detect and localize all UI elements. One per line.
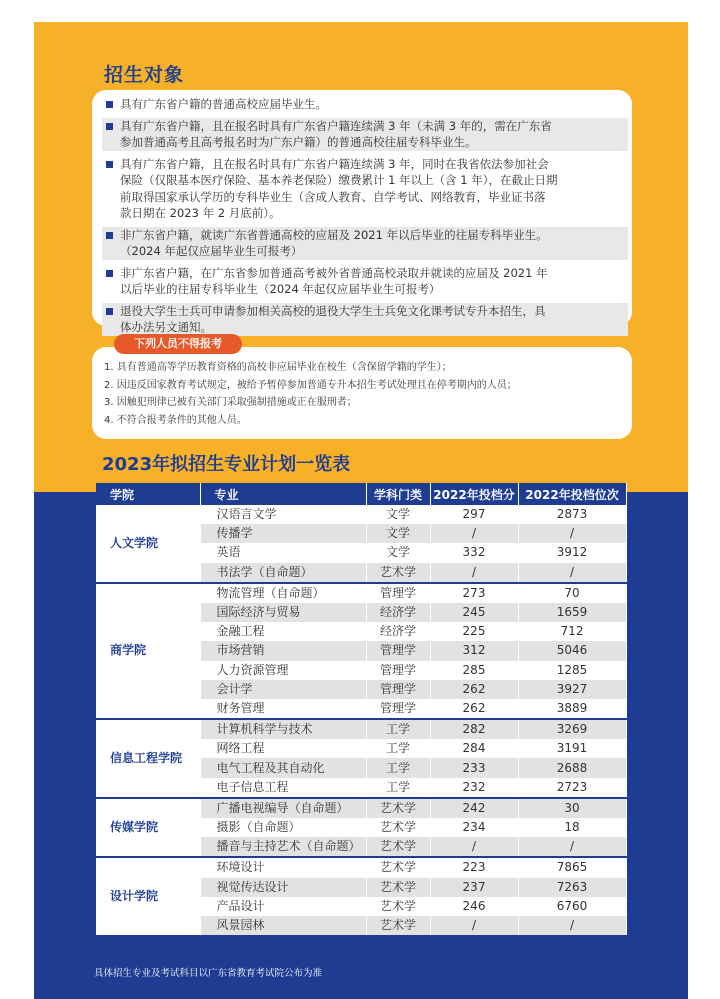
score-cell: 246 [430,897,518,916]
eligible-line: （2024 年起仅应届毕业生可报考） [120,244,303,258]
category-cell: 文学 [366,505,430,524]
category-cell: 艺术学 [366,837,430,857]
score-cell: 242 [430,798,518,818]
eligible-line: 款日期在 2023 年 2 月底前）。 [120,206,281,220]
major-cell: 视觉传达设计 [200,878,366,897]
excluded-item: 3. 因触犯刑律已被有关部门采取强制措施或正在服刑者； [104,397,357,408]
eligible-line: 以后毕业的往届专科毕业生（2024 年起仅应届毕业生可报考） [120,282,441,296]
major-cell: 汉语言文学 [200,505,366,524]
major-cell: 国际经济与贸易 [200,603,366,622]
table-row [96,719,626,739]
square-bullet-icon [106,232,113,239]
category-cell: 管理学 [366,641,430,660]
score-cell: 232 [430,778,518,798]
rank-cell: 1285 [518,661,626,680]
major-cell: 播音与主持艺术（自命题） [200,837,366,857]
rank-cell: / [518,563,626,583]
header-major: 专业 [200,483,366,505]
rank-cell: 18 [518,818,626,837]
eligible-card [92,90,632,334]
category-cell: 管理学 [366,583,430,603]
poster [34,22,688,999]
excluded-badge: 下列人员不得报考 [114,334,242,354]
score-cell: 225 [430,622,518,641]
rank-cell: 6760 [518,897,626,916]
category-cell: 工学 [366,758,430,777]
category-cell: 文学 [366,543,430,562]
rank-cell: / [518,916,626,936]
score-cell: / [430,837,518,857]
eligible-line: 退役大学生士兵可申请参加相关高校的退役大学生士兵免文化课考试专升本招生，具 [120,303,546,318]
eligible-title: 招生对象 [104,64,185,86]
category-cell: 文学 [366,524,430,543]
rank-cell: 70 [518,583,626,603]
category-cell: 艺术学 [366,878,430,897]
category-cell: 管理学 [366,680,430,699]
plan-table [96,483,627,937]
square-bullet-icon [106,308,113,315]
rank-cell: 1659 [518,603,626,622]
category-cell: 艺术学 [366,897,430,916]
excluded-item: 1. 具有普通高等学历教育资格的高校非应届毕业在校生（含保留学籍的学生）； [104,362,452,373]
eligible-line: 保险（仅限基本医疗保险、基本养老保险）缴费累计 1 年以上（含 1 年），在截止日期 [120,173,558,187]
category-cell: 经济学 [366,622,430,641]
category-cell: 艺术学 [366,857,430,877]
excluded-item: 4. 不符合报考条件的其他人员。 [104,414,247,426]
major-cell: 人力资源管理 [200,661,366,680]
rank-cell: 30 [518,798,626,818]
eligible-item [102,118,628,151]
eligible-line: 参加普通高考且高考报名时为广东户籍）的普通高校往届专科毕业生。 [120,135,477,149]
header-score: 2022年投档分 [430,483,518,505]
college-cell: 信息工程学院 [96,719,200,798]
eligible-line: 非广东省户籍，在广东省参加普通高考被外省普通高校录取并就读的应届及 2021 年 [120,265,548,280]
major-cell: 摄影（自命题） [200,818,366,837]
category-cell: 工学 [366,778,430,798]
major-cell: 电子信息工程 [200,778,366,798]
square-bullet-icon [106,123,113,130]
category-cell: 工学 [366,719,430,739]
eligible-item [102,265,628,298]
major-cell: 财务管理 [200,699,366,719]
rank-cell: 3889 [518,699,626,719]
rank-cell: 3191 [518,739,626,758]
major-cell: 会计学 [200,680,366,699]
plan-title: 2023年拟招生专业计划一览表 [102,454,351,475]
score-cell: 223 [430,857,518,877]
score-cell: 332 [430,543,518,562]
category-cell: 艺术学 [366,916,430,936]
eligible-item [102,96,628,113]
category-cell: 经济学 [366,603,430,622]
excluded-item: 2. 因违反国家教育考试规定，被给予暂停参加普通专升本招生考试处理且在停考期内的人员； [104,379,517,391]
rank-cell: / [518,837,626,857]
eligible-line: 具有广东省户籍，且在报名时具有广东省户籍连续满 3 年，同时在我省依法参加社会 [120,156,549,171]
college-cell: 商学院 [96,583,200,719]
table-row [96,857,626,877]
score-cell: 284 [430,739,518,758]
major-cell: 计算机科学与技术 [200,719,366,739]
square-bullet-icon [106,101,113,108]
score-cell: 234 [430,818,518,837]
major-cell: 网络工程 [200,739,366,758]
rank-cell: 7865 [518,857,626,877]
eligible-item [102,227,628,260]
score-cell: 233 [430,758,518,777]
category-cell: 艺术学 [366,818,430,837]
table-row [96,583,626,603]
footnote: 具体招生专业及考试科目以广东省教育考试院公布为准 [94,968,323,979]
score-cell: 312 [430,641,518,660]
category-cell: 艺术学 [366,798,430,818]
rank-cell: 2723 [518,778,626,798]
category-cell: 工学 [366,739,430,758]
score-cell: 262 [430,680,518,699]
category-cell: 管理学 [366,661,430,680]
major-cell: 广播电视编导（自命题） [200,798,366,818]
major-cell: 风景园林 [200,916,366,936]
rank-cell: 5046 [518,641,626,660]
major-cell: 书法学（自命题） [200,563,366,583]
table-body [96,505,626,936]
rank-cell: 7263 [518,878,626,897]
score-cell: 297 [430,505,518,524]
rank-cell: 3269 [518,719,626,739]
major-cell: 金融工程 [200,622,366,641]
square-bullet-icon [106,270,113,277]
score-cell: 237 [430,878,518,897]
college-cell: 设计学院 [96,857,200,936]
eligible-line: 体办法另文通知。 [120,320,212,334]
header-rank: 2022年投档位次 [518,483,626,505]
score-cell: 273 [430,583,518,603]
category-cell: 艺术学 [366,563,430,583]
major-cell: 环境设计 [200,857,366,877]
rank-cell: 3912 [518,543,626,562]
major-cell: 英语 [200,543,366,562]
eligible-line: 具有广东省户籍的普通高校应届毕业生。 [120,97,327,111]
table-header-row [96,483,626,505]
major-cell: 物流管理（自命题） [200,583,366,603]
score-cell: / [430,916,518,936]
rank-cell: 2873 [518,505,626,524]
excluded-card [92,347,632,439]
eligible-item [102,303,628,336]
college-cell: 人文学院 [96,505,200,583]
major-cell: 产品设计 [200,897,366,916]
rank-cell: 2688 [518,758,626,777]
eligible-item [102,156,628,222]
score-cell: 285 [430,661,518,680]
major-cell: 传播学 [200,524,366,543]
score-cell: 282 [430,719,518,739]
rank-cell: / [518,524,626,543]
score-cell: / [430,563,518,583]
college-cell: 传媒学院 [96,798,200,858]
score-cell: 245 [430,603,518,622]
score-cell: 262 [430,699,518,719]
major-cell: 市场营销 [200,641,366,660]
category-cell: 管理学 [366,699,430,719]
table-row [96,798,626,818]
header-category: 学科门类 [366,483,430,505]
score-cell: / [430,524,518,543]
eligible-line: 具有广东省户籍，且在报名时具有广东省户籍连续满 3 年（未满 3 年的，需在广东省 [120,118,552,133]
header-college: 学院 [96,483,200,505]
major-cell: 电气工程及其自动化 [200,758,366,777]
rank-cell: 712 [518,622,626,641]
eligible-line: 前取得国家承认学历的专科毕业生（含成人教育、自学考试、网络教育，毕业证书落 [120,189,546,204]
rank-cell: 3927 [518,680,626,699]
table-row [96,505,626,524]
square-bullet-icon [106,161,113,168]
eligible-line: 非广东省户籍，就读广东省普通高校的应届及 2021 年以后毕业的往届专科毕业生。 [120,227,548,242]
